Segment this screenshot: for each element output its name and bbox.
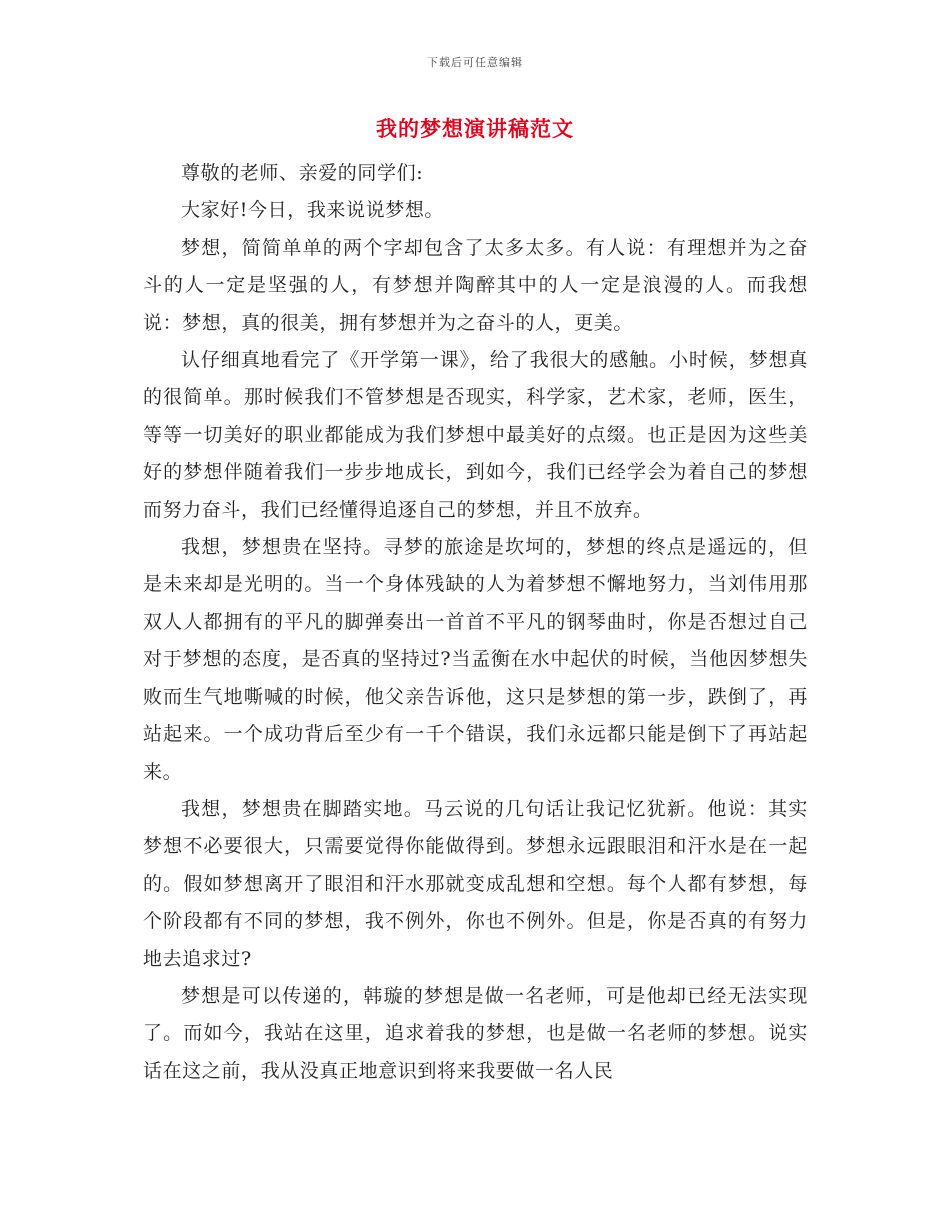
paragraph: 认仔细真地看完了《开学第一课》，给了我很大的感触。小时候，梦想真的很简单。那时候我们不管梦想是否现实，科学家，艺术家，老师，医生，等等一切美好的职业都能成为我们梦想中最美好的点缀。也正是因为这些美好的梦想伴随着我们一步步地成长，到如今，我们已经学会为着自己的梦想而努力奋斗，我们已经懂得追逐自己的梦想，并且不放弃。 (143, 349, 808, 521)
paragraph: 梦想是可以传递的，韩璇的梦想是做一名老师，可是他却已经无法实现了。而如今，我站在这里，追求着我的梦想，也是做一名老师的梦想。说实话在这之前，我从没真正地意识到将来我要做一名人民 (143, 984, 808, 1082)
paragraph-greeting: 尊敬的老师、亲爱的同学们: (181, 162, 424, 184)
paragraph: 梦想，简简单单的两个字却包含了太多太多。有人说：有理想并为之奋斗的人一定是坚强的人，有梦想并陶醉其中的人一定是浪漫的人。而我想说：梦想，真的很美，拥有梦想并为之奋斗的人，更美。 (143, 236, 808, 334)
paragraph-opening: 大家好!今日，我来说说梦想。 (181, 199, 445, 222)
page-header-note: 下载后可任意编辑 (427, 56, 523, 69)
paragraph: 我想，梦想贵在坚持。寻梦的旅途是坎坷的，梦想的终点是遥远的，但是未来却是光明的。当一个身体残缺的人为着梦想不懈地努力，当刘伟用那双人人都拥有的平凡的脚弹奏出一首首不平凡的钢琴曲时，你是否想过自己对于梦想的态度，是否真的坚持过?当孟衡在水中起伏的时候，当他因梦想失败而生气地嘶喊的时候，他父亲告诉他，这只是梦想的第一步，跌倒了，再站起来。一个成功背后至少有一千个错误，我们永远都只能是倒下了再站起来。 (143, 536, 808, 783)
paragraph: 我想，梦想贵在脚踏实地。马云说的几句话让我记忆犹新。他说：其实梦想不必要很大，只需要觉得你能做得到。梦想永远跟眼泪和汗水是在一起的。假如梦想离开了眼泪和汗水那就变成乱想和空想。每个人都有梦想，每个阶段都有不同的梦想，我不例外，你也不例外。但是，你是否真的有努力地去追求过? (143, 797, 808, 970)
document-body (143, 155, 808, 1090)
document-title: 我的梦想演讲稿范文 (376, 116, 574, 141)
